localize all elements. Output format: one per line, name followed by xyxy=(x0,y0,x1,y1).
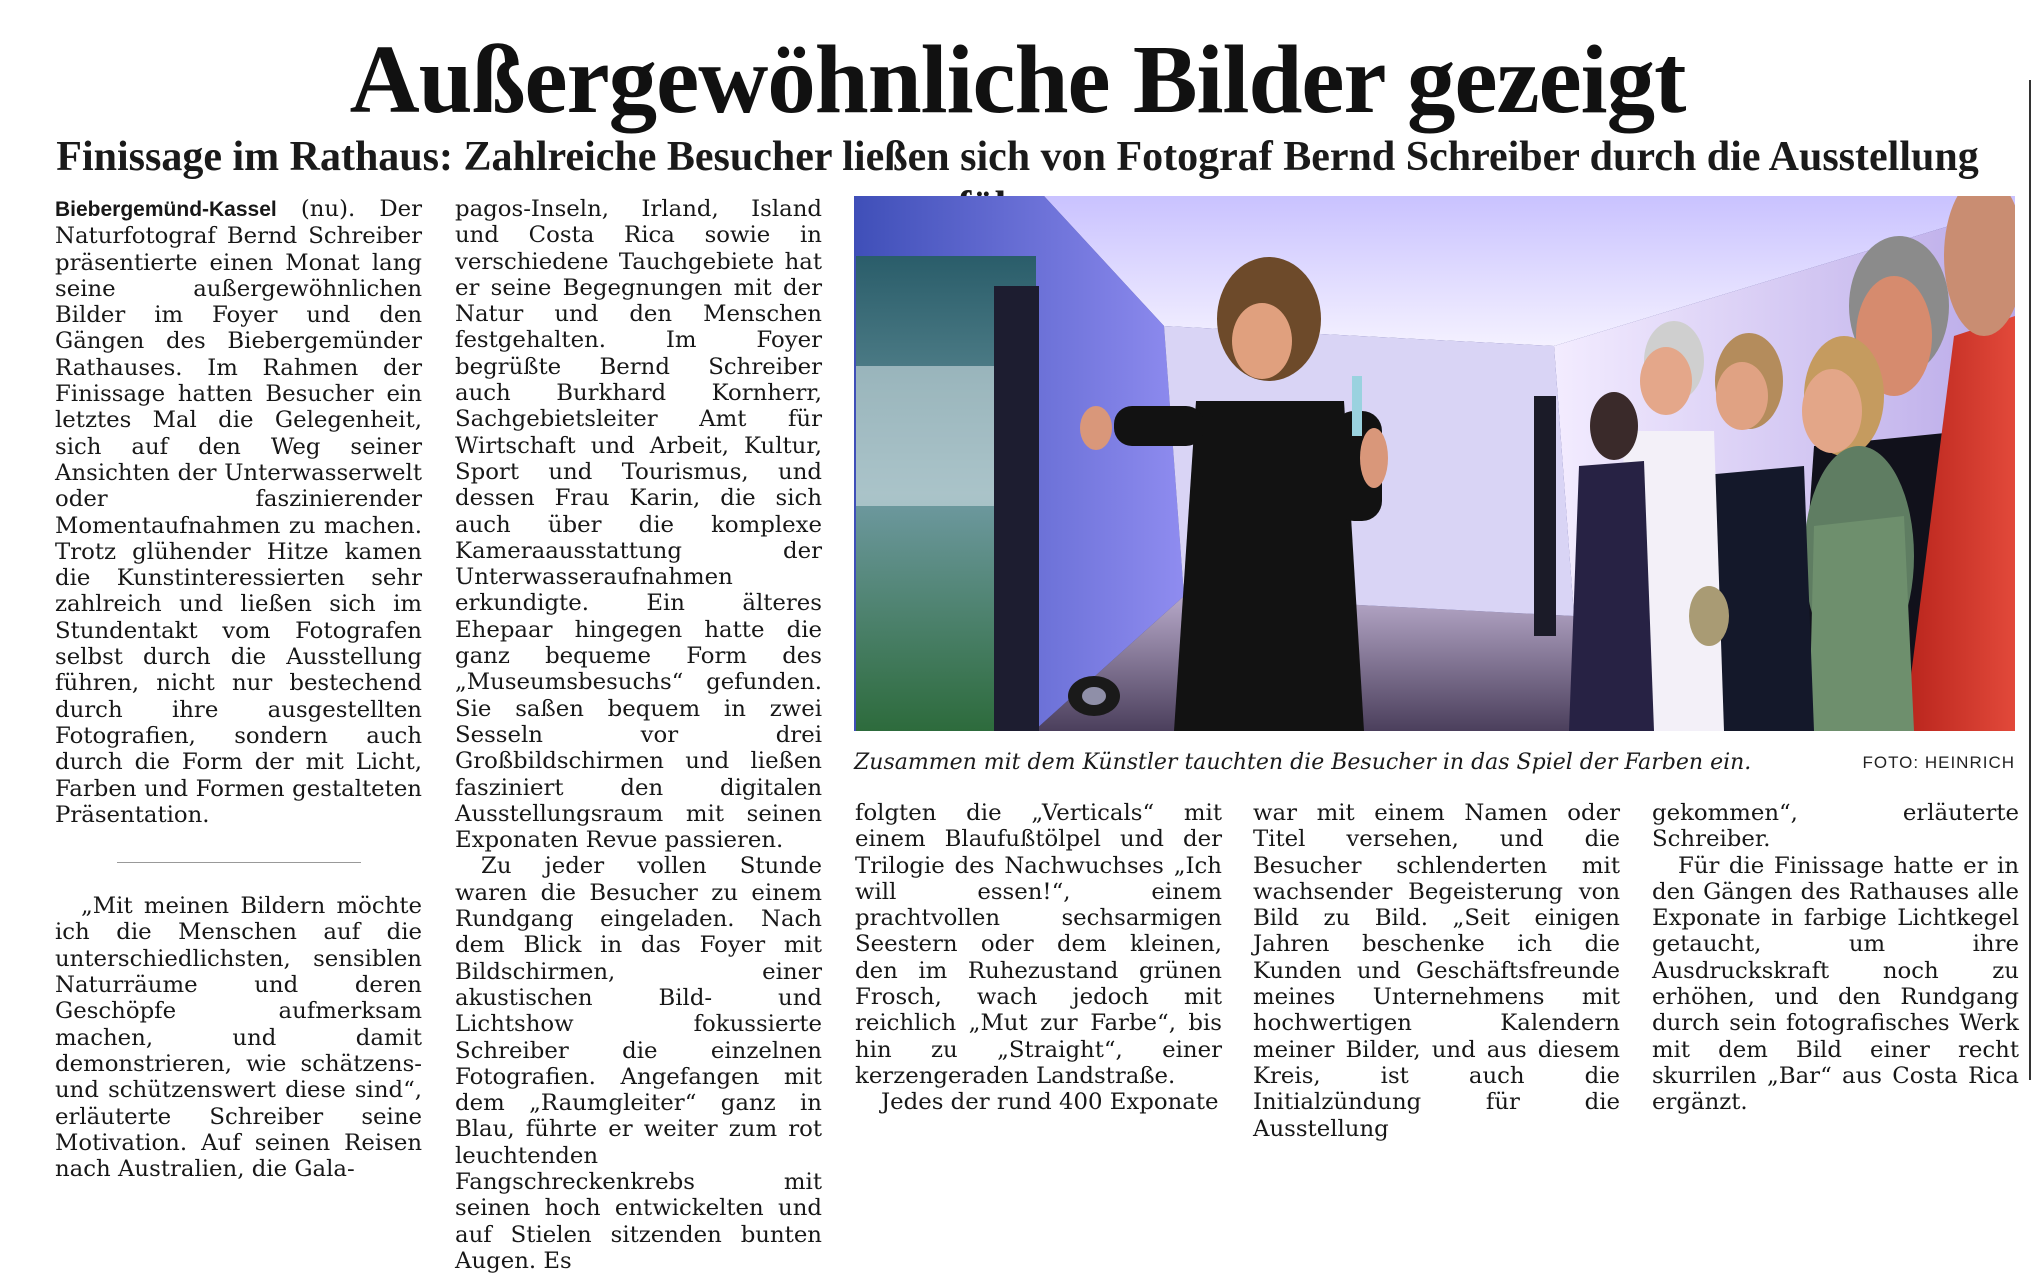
headline: Außergewöhnliche Bilder gezeigt xyxy=(349,26,1686,133)
paragraph: Zu jeder vollen Stunde waren die Besucher zu einem Rundgang eingeladen. Nach dem Blick in das Foyer mit Bildschirmen, einer akustischen Bild- und Lichtshow fokussierte Schreiber die einzelnen Fotografien. Angefangen mit dem „Raumgleiter“ ganz in Blau, führte er weiter zum rot leuchtenden Fangschreckenkrebs mit seinen hoch entwickelten und auf Stielen sitzenden bunten Augen. Es xyxy=(455,853,822,1274)
paragraph: Für die Finissage hatte er in den Gängen des Rathauses alle Exponate in farbige Lichtkegel getaucht, um ihre Ausdruckskraft noch zu erhöhen, und den Rundgang durch sein fotografisches Werk mit dem Bild einer recht skurrilen „Bar“ aus Costa Rica ergänzt. xyxy=(1652,852,2019,1116)
paragraph: gekommen“, erläuterte Schreiber. xyxy=(1652,800,2019,853)
article-column-3 xyxy=(855,800,1222,1116)
paragraph: war mit einem Namen oder Titel versehen, und die Besucher schlenderten mit wachsender Begeisterung von Bild zu Bild. „Seit einigen Jahren beschenke ich die Kunden und Geschäftsfreunde meines Unternehmens mit hochwertigen Kalendern meiner Bilder, und aus diesem Kreis, ist auch die Initialzündung für die Ausstellung xyxy=(1253,800,1620,1142)
article-column-5 xyxy=(1652,800,2019,1116)
section-divider xyxy=(117,862,361,863)
article-column-1 xyxy=(55,196,422,1182)
paragraph: folgten die „Verticals“ mit einem Blaufußtölpel und der Trilogie des Nachwuchses „Ich will essen!“, einem prachtvollen sechsarmigen Seestern oder dem kleinen, den im Ruhezustand grünen Frosch, wach jedoch mit reichlich „Mut zur Farbe“, bis hin zu „Straight“, einer kerzengeraden Landstraße. xyxy=(855,800,1222,1089)
paragraph: pagos-Inseln, Irland, Island und Costa Rica sowie in verschiedene Tauchgebiete hat er seine Begegnungen mit der Natur und den Menschen festgehalten. Im Foyer begrüßte Bernd Schreiber auch Burkhard Kornherr, Sachgebietsleiter Amt für Wirtschaft und Arbeit, Kultur, Sport und Tourismus, und dessen Frau Karin, die sich auch über die komplexe Kameraausstattung der Unterwasseraufnahmen erkundigte. Ein älteres Ehepaar hingegen hatte die ganz bequeme Form des „Museumsbesuchs“ gefunden. Sie saßen bequem in zwei Sesseln vor drei Großbildschirmen und ließen fasziniert den digitalen Ausstellungsraum mit seinen Exponaten Revue passieren. xyxy=(455,196,822,854)
article-column-2 xyxy=(455,196,822,1274)
corridor-scene-illustration xyxy=(854,196,2015,731)
caption-text: Zusammen mit dem Künstler tauchten die Besucher in das Spiel der Farben ein. xyxy=(854,750,1752,775)
article-photo xyxy=(854,196,2015,731)
photo-credit: FOTO: HEINRICH xyxy=(1862,753,2015,772)
paragraph xyxy=(55,196,422,828)
photo-caption xyxy=(854,748,2015,778)
paragraph-text: (nu). Der Naturfotograf Bernd Schreiber präsentierte einen Monat lang seine außergewöhnlichen Bilder im Foyer und den Gängen des Biebergemünder Rathauses. Im Rahmen der Finissage hatten Besucher ein letztes Mal die Gelegenheit, sich auf den Weg seiner Ansichten der Unterwasserwelt oder faszinierender Momentaufnahmen zu machen. Trotz glühender Hitze kamen die Kunstinteressierten sehr zahlreich und ließen sich im Stundentakt vom Fotografen selbst durch die Ausstellung führen, nicht nur bestechend durch ihre ausgestellten Fotografien, sondern auch durch die Form der mit Licht, Farben und Formen gestalteten Präsentation. xyxy=(55,196,423,828)
page-edge-line xyxy=(2029,80,2031,1080)
article-column-4 xyxy=(1253,800,1620,1142)
paragraph: „Mit meinen Bildern möchte ich die Menschen auf die unterschiedlichsten, sensiblen Naturräume und deren Geschöpfe aufmerksam machen, und damit demonstrieren, wie schätzens- und schützenswert diese sind“, erläuterte Schreiber seine Motivation. Auf seinen Reisen nach Australien, die Gala- xyxy=(55,893,422,1183)
paragraph: Jedes der rund 400 Exponate xyxy=(881,1089,1219,1116)
subheadline: Finissage im Rathaus: Zahlreiche Besucher ließen sich von Fotograf Bernd Schreiber durch die Ausstellung xyxy=(56,134,1979,180)
dateline: Biebergemünd-Kassel xyxy=(55,198,277,221)
